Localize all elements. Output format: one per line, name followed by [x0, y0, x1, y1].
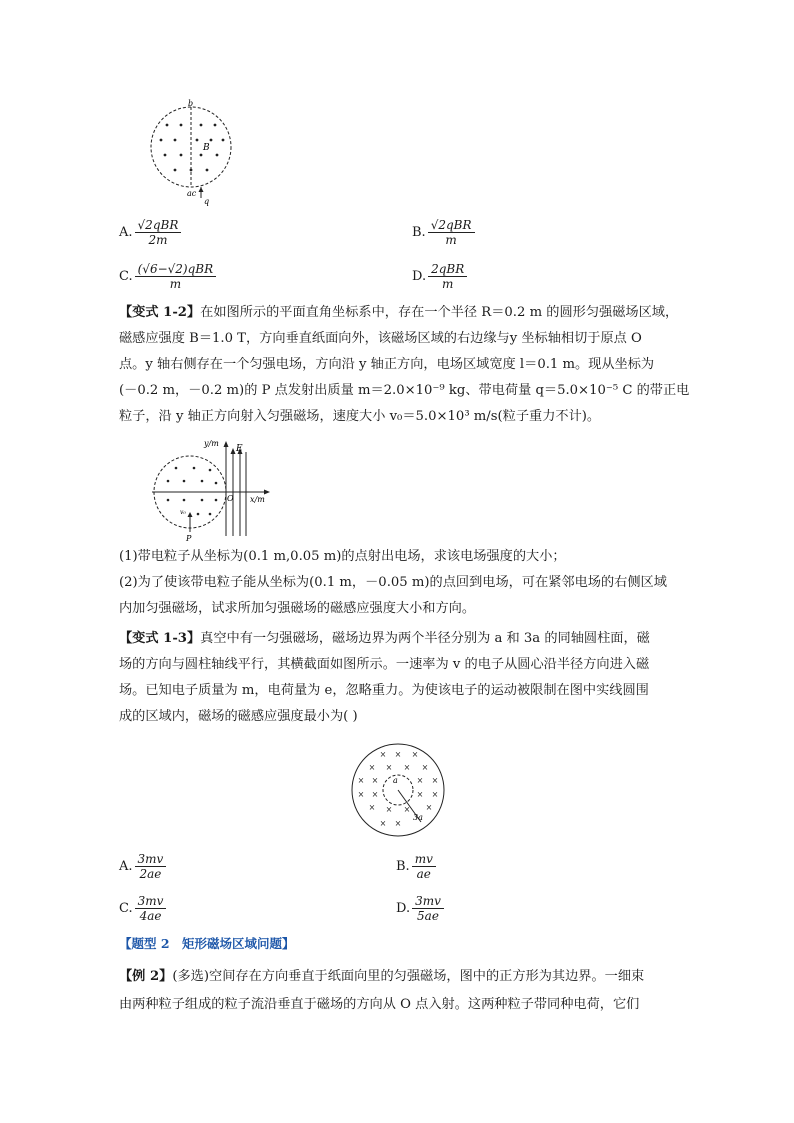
v12-line-3: 点。y 轴右侧存在一个匀强电场，方向沿 y 轴正方向，电场区域宽度 l＝0.1 m。现从坐标为	[119, 357, 655, 372]
v13-option-d	[396, 894, 444, 923]
v13-option-b	[396, 852, 436, 881]
option-denominator: m	[445, 233, 457, 247]
v12-question-1: (1)带电粒子从坐标为(0.1 m,0.05 m)的点射出电场，求该电场强度的大小；	[119, 549, 566, 564]
option-denominator: 5ae	[417, 909, 439, 923]
fig2-E-label: E	[236, 444, 243, 454]
fig2-O-label: O	[227, 494, 234, 503]
svg-text:×: ×	[368, 803, 376, 812]
svg-text:×: ×	[425, 803, 433, 812]
option-numerator: 3mv	[135, 852, 167, 867]
option-letter: D.	[412, 269, 427, 284]
option-letter: B.	[412, 225, 426, 240]
svg-text:×: ×	[394, 750, 402, 759]
v12-line-1	[119, 302, 678, 324]
fig3-a-label: a	[393, 776, 398, 785]
option-numerator: mv	[412, 852, 436, 867]
v13-tag: 【变式 1-3】	[119, 631, 201, 646]
section-heading: 【题型 2 矩形磁场区域问题】	[119, 936, 295, 951]
option-denominator: 4ae	[139, 909, 162, 923]
figure-annular-field	[345, 740, 455, 840]
svg-text:×: ×	[357, 776, 365, 785]
svg-text:×: ×	[403, 763, 411, 772]
q1-option-a	[119, 218, 181, 247]
fig2-P-label: P	[186, 534, 192, 542]
q1-option-c	[119, 262, 216, 291]
svg-text:×: ×	[431, 776, 439, 785]
option-letter: C.	[119, 269, 133, 284]
option-numerator: √2qBR	[428, 218, 475, 233]
option-letter: B.	[396, 859, 410, 874]
v12-text: 在如图所示的平面直角坐标系中，存在一个半径 R＝0.2 m 的圆形匀强磁场区域，	[200, 305, 679, 320]
fig2-x-label: x/m	[250, 495, 265, 504]
svg-text:×: ×	[385, 763, 393, 772]
v12-line-5: 粒子，沿 y 轴正方向射入匀强磁场，速度大小 v₀＝5.0×10³ m/s(粒子重力不计)。	[119, 409, 601, 424]
fig3-3a-label: 3a	[413, 813, 423, 822]
fig1-label-B: B	[203, 143, 210, 153]
v13-line-2: 场的方向与圆柱轴线平行，其横截面如图所示。一速率为 v 的电子从圆心沿半径方向进入磁	[119, 657, 650, 672]
fig1-label-ac: ac	[187, 189, 197, 198]
svg-text:×: ×	[416, 776, 424, 785]
ex2-text: (多选)空间存在方向垂直于纸面向里的匀强磁场，图中的正方形为其边界。一细束	[172, 969, 645, 984]
figure-coordinate-field	[150, 436, 276, 542]
fig1-label-q: q	[204, 197, 210, 206]
option-denominator: m	[169, 277, 182, 291]
option-numerator: 3mv	[135, 894, 167, 909]
fig1-label-b: b	[188, 99, 194, 108]
svg-text:×: ×	[416, 790, 424, 799]
svg-text:×: ×	[421, 763, 429, 772]
q1-option-d	[412, 262, 467, 291]
v12-line-2: 磁感应强度 B＝1.0 T，方向垂直纸面向外，该磁场区域的右边缘与y 坐标轴相切于原点 O	[119, 331, 642, 346]
svg-text:×: ×	[368, 763, 376, 772]
option-denominator: 2ae	[139, 867, 162, 881]
option-denominator: ae	[416, 867, 431, 881]
svg-text:×: ×	[385, 805, 393, 814]
v13-line-3: 场。已知电子质量为 m，电荷量为 e，忽略重力。为使该电子的运动被限制在图中实线圆围	[119, 683, 649, 698]
ex2-line-2: 由两种粒子组成的粒子流沿垂直于磁场的方向从 O 点入射。这两种粒子带同种电荷，它们	[119, 997, 640, 1012]
option-letter: C.	[119, 901, 133, 916]
svg-text:×: ×	[431, 790, 439, 799]
v13-option-a	[119, 852, 166, 881]
option-letter: A.	[119, 225, 133, 240]
v13-text: 真空中有一匀强磁场，磁场边界为两个半径分别为 a 和 3a 的同轴圆柱面，磁	[200, 631, 650, 646]
option-denominator: 2m	[148, 233, 168, 247]
v12-question-2a: (2)为了使该带电粒子能从坐标为(0.1 m，－0.05 m)的点回到电场，可在紧邻电场的右侧区域	[119, 575, 667, 590]
option-numerator: 3mv	[412, 894, 444, 909]
v12-question-2b: 内加匀强磁场，试求所加匀强磁场的磁感应强度大小和方向。	[119, 601, 476, 616]
ex2-tag: 【例 2】	[119, 969, 173, 984]
svg-text:×: ×	[371, 790, 379, 799]
option-numerator: (√6−√2)qBR	[135, 262, 217, 277]
figure-circular-field	[145, 98, 240, 208]
v12-line-4: (－0.2 m，－0.2 m)的 P 点发射出质量 m＝2.0×10⁻⁹ kg、带电荷量 q＝5.0×10⁻⁵ C 的带正电	[119, 383, 690, 398]
svg-text:×: ×	[379, 819, 387, 828]
v13-line-4: 成的区域内，磁场的磁感应强度最小为( )	[119, 709, 358, 724]
fig2-y-label: y/m	[204, 439, 219, 448]
ex2-line-1	[119, 966, 644, 988]
option-numerator: 2qBR	[428, 262, 467, 277]
svg-text:×: ×	[379, 750, 387, 759]
option-letter: A.	[119, 859, 133, 874]
option-denominator: m	[441, 277, 454, 291]
svg-text:×: ×	[403, 805, 411, 814]
v12-tag: 【变式 1-2】	[119, 305, 201, 320]
q1-option-b	[412, 218, 475, 247]
svg-text:×: ×	[411, 750, 419, 759]
svg-text:×: ×	[357, 790, 365, 799]
option-letter: D.	[396, 901, 411, 916]
svg-text:×: ×	[394, 819, 402, 828]
svg-text:×: ×	[371, 776, 379, 785]
v13-line-1	[119, 628, 650, 650]
v13-option-c	[119, 894, 166, 923]
fig2-v0-label: v₀	[180, 509, 186, 516]
option-numerator: √2qBR	[135, 218, 182, 233]
